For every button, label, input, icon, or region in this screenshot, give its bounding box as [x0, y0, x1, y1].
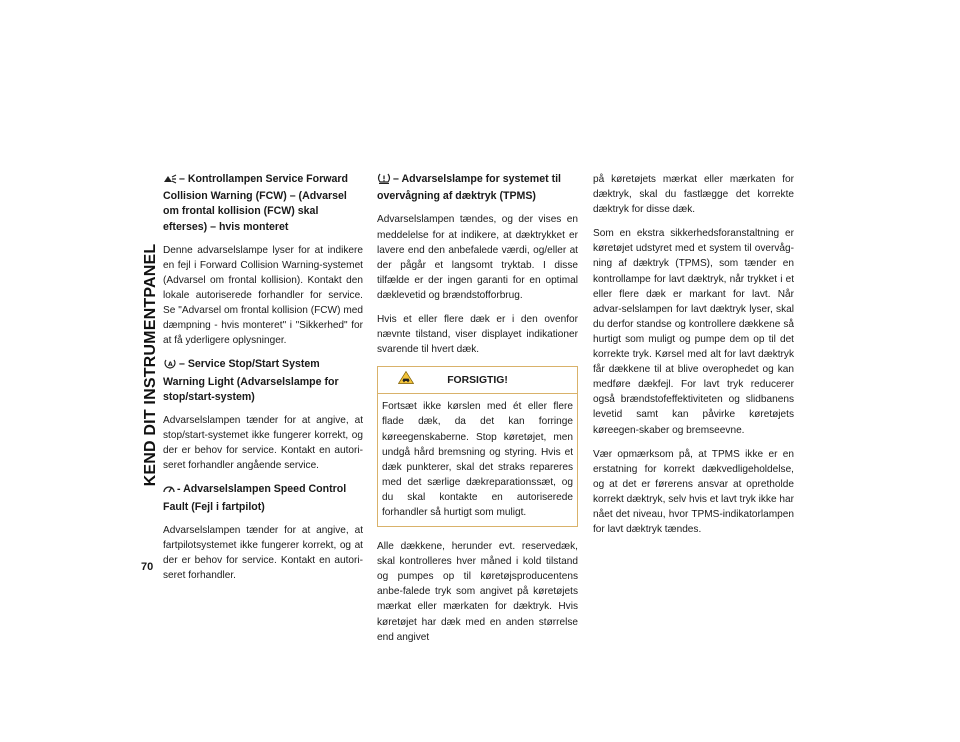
stopstart-heading: A – Service Stop/Start System Warning Light (Advarselslampe for stop/start-system): [163, 358, 339, 403]
column-left: [163, 172, 363, 592]
caution-car-icon: [398, 371, 414, 389]
column-right: [593, 172, 794, 546]
tpms-para-2: Hvis et eller flere dæk er i den ovenfor nævnte tilstand, viser displayet indikationer svarende til hvert dæk.: [377, 313, 578, 356]
right-para-2: Som en ekstra sikkerhedsforanstaltning er køretøjet udstyret med et system til overvåg-ning af dæktryk (TPMS), som tænder en kontrollampe for lavt dæktryk, når trykket i et eller flere dæk er markant for lavt. Når advar-selslampen for lavt dæktryk lyser, skal du derfor standse og kontrollere dækkene så hurtigt som muligt og pumpe dem op til det korrekte tryk. Kørsel med alt for lavt dæktryk får dækkene til at blive overophedet og kan medføre dækfejl. For lavt tryk reducerer også brændstofeffektiviteten og slidbanens levetid samt kan påvirke køretøjets køreegen-skaber og bremseevne.: [593, 228, 794, 436]
caution-header: [378, 367, 577, 394]
stopstart-body: Advarselslampen tænder for at angive, at stop/start-systemet ikke fungerer korrekt, og der er behov for service. Kontakt en autori-seret forhandler angående service.: [163, 415, 363, 472]
tire-pressure-warning-icon: [377, 173, 391, 189]
caution-title: FORSIGTIG!: [447, 375, 508, 387]
section-side-title: [141, 175, 161, 555]
fcw-heading: – Kontrollampen Service Forward Collision Warning (FCW) – (Advarsel om frontal kollision (FCW) skal efterses) – hvis monteret: [163, 173, 348, 233]
speed-control-fault-icon: [163, 483, 175, 499]
forward-collision-warning-icon: [163, 174, 177, 189]
tpms-heading: – Advarselslampe for systemet til overvågning af dæktryk (TPMS): [377, 173, 562, 203]
right-para-3: Vær opmærksom på, at TPMS ikke er en erstatning for korrekt dækvedligeholdelse, og at det er førerens ansvar at opretholde korrekt dæktryk, selv hvis et lavt tryk ikke har nået det niveau, hvor TPMS-indikatorlampen for lavt dæktryk tændes.: [593, 448, 794, 536]
caution-box: [377, 366, 578, 527]
caution-body: Fortsæt ikke kørslen med ét eller flere flade dæk, da det kan forringe køreegenskaberne. Stop køretøjet, men undgå hård bremsning og styring. Hvis et dæk punkterer, skal det straks repareres med det særlige dækreparationssæt, og du skal kontakte en autoriserede forhandler så hurtigt som muligt.: [382, 401, 573, 518]
right-para-1: på køretøjets mærkat eller mærkaten for dæktryk, skal du fastlægge det korrekte dæktryk for disse dæk.: [593, 174, 794, 216]
column-middle: [377, 172, 578, 654]
speed-control-body: Advarselslampen tænder for at angive, at fartpilotsystemet ikke fungerer korrekt, og at der er behov for service. Kontakt en autori-seret forhandler.: [163, 524, 363, 582]
fcw-body: Denne advarselslampe lyser for at indikere en fejl i Forward Collision Warning-systemet (Advarsel om frontal kollision). Kontakt den lokale autoriserede forhandler for service. Se "Advarsel om frontal kollision (FCW) med dæmpning - hvis monteret" i "Sikkerhed" for at få yderligere oplysninger.: [163, 244, 363, 347]
section-title-text: KEND DIT INSTRUMENTPANEL: [142, 243, 159, 487]
speed-control-heading: - Advarselslampen Speed Control Fault (Fejl i fartpilot): [163, 483, 347, 513]
tpms-para-3: Alle dækkene, herunder evt. reservedæk, skal kontrolleres hver måned i kold tilstand og pumpes op til køretøjsproducentens anbe-falede tryk som angivet på køretøjets mærkat eller mærkaten for dæktryk. Hvis køretøjet har dæk med en anden størrelse end angivet: [377, 541, 578, 643]
tpms-para-1: Advarselslampen tændes, og der vises en meddelelse for at indikere, at dæktrykket er lavere end den anbefalede værdi, og/eller at der pågår et langsomt tryktab. I disse tilfælde er der ingen garanti for en optimal dæklevetid og brændstofforbrug.: [377, 214, 578, 301]
stop-start-warning-icon: [163, 358, 177, 374]
page-number: 70: [141, 561, 154, 573]
svg-text:A: A: [168, 361, 173, 369]
